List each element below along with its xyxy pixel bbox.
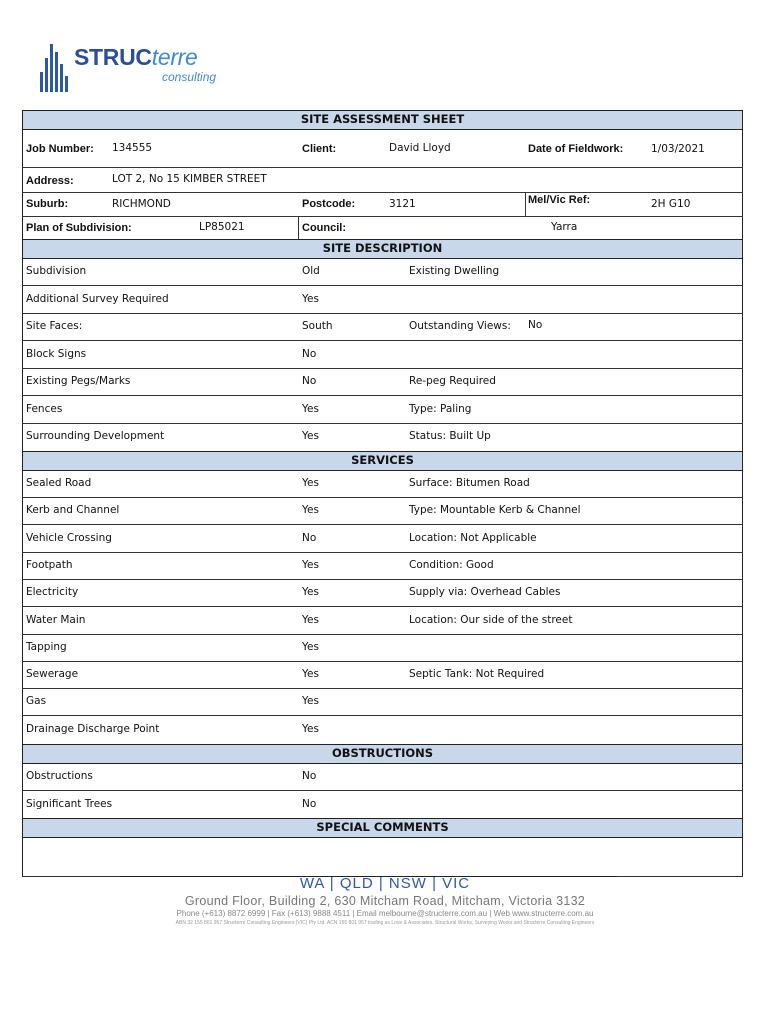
row-divider [22, 715, 743, 716]
row-divider [22, 497, 743, 498]
row-divider [22, 524, 743, 525]
row-value: Yes [302, 504, 319, 517]
row-divider [22, 606, 743, 607]
row-note: Existing Dwelling [409, 265, 500, 277]
row-divider [22, 552, 743, 553]
footer-states: WA | QLD | NSW | VIC [299, 875, 471, 892]
row-value: No [302, 347, 317, 360]
row-divider [22, 340, 743, 341]
row-divider [22, 661, 743, 662]
row-value: Yes [302, 586, 319, 599]
client-value: David Lloyd [389, 142, 451, 154]
obstructions-header: OBSTRUCTIONS [22, 744, 743, 764]
row-note: Supply via: Overhead Cables [409, 586, 561, 599]
row-label: Additional Survey Required [26, 292, 169, 305]
row-label: Vehicle Crossing [26, 531, 112, 544]
company-logo [40, 42, 240, 94]
row-label: Site Faces: [26, 320, 83, 332]
logo-subtitle: consulting [162, 70, 217, 84]
row-divider [22, 313, 743, 314]
address-label: Address: [26, 175, 74, 187]
row-divider [22, 423, 743, 424]
row-divider [22, 790, 743, 791]
row-value: No [302, 770, 317, 782]
row-label: Tapping [26, 640, 67, 653]
row-label: Obstructions [26, 770, 93, 782]
row-note: Septic Tank: Not Required [409, 668, 545, 681]
row-note: Outstanding Views: [409, 320, 511, 332]
melvic-ref-value: 2H G10 [651, 198, 691, 210]
divider [22, 192, 743, 193]
sheet-title: SITE ASSESSMENT SHEET [22, 110, 743, 130]
row-value: Yes [302, 402, 319, 415]
row-value: Yes [302, 558, 319, 571]
row-label: Electricity [26, 586, 79, 599]
row-value: Old [302, 265, 320, 277]
plan-subdivision-label: Plan of Subdivision: [26, 222, 132, 234]
row-note: Re-peg Required [409, 375, 496, 387]
row-value: Yes [302, 722, 319, 735]
row-value: Yes [302, 477, 319, 489]
row-note: Location: Not Applicable [409, 531, 537, 544]
divider [298, 216, 299, 240]
row-divider [22, 688, 743, 689]
row-label: Sealed Road [26, 477, 92, 489]
row-label: Sewerage [26, 668, 79, 681]
site-description-header: SITE DESCRIPTION [22, 239, 743, 259]
row-note: Condition: Good [409, 558, 494, 571]
client-label: Client: [302, 143, 337, 155]
divider [22, 167, 743, 168]
melvic-ref-label: Mel/Vic Ref: [528, 194, 591, 206]
row-label: Subdivision [26, 265, 87, 277]
row-note: Type: Mountable Kerb & Channel [409, 504, 581, 517]
row-label: Significant Trees [26, 797, 113, 810]
row-label: Water Main [26, 613, 86, 626]
address-value: LOT 2, No 15 KIMBER STREET [112, 173, 267, 185]
logo-bars-icon [40, 44, 70, 92]
row-note: Location: Our side of the street [409, 613, 573, 626]
footer-contact: Phone (+613) 8872 6999 | Fax (+613) 9888 4511 | Email melbourne@structerre.com.au | Web www.structerre.com.au [176, 909, 594, 918]
row-divider [22, 634, 743, 635]
row-divider [22, 368, 743, 369]
row-value: Yes [302, 613, 319, 626]
row-value: Yes [302, 640, 319, 653]
council-label: Council: [302, 222, 346, 234]
row-note: Status: Built Up [409, 430, 491, 442]
row-value: Yes [302, 695, 319, 708]
row-label: Gas [26, 695, 47, 708]
date-fieldwork-value: 1/03/2021 [651, 143, 705, 155]
date-fieldwork-label: Date of Fieldwork: [528, 143, 624, 155]
row-extra: No [528, 319, 543, 331]
row-value: No [302, 531, 317, 544]
job-number-label: Job Number: [26, 143, 94, 155]
divider [22, 216, 743, 217]
special-comments-header: SPECIAL COMMENTS [22, 818, 743, 838]
suburb-label: Suburb: [26, 198, 69, 210]
row-value: South [302, 320, 333, 332]
row-label: Drainage Discharge Point [26, 722, 160, 735]
row-value: Yes [302, 668, 319, 681]
row-label: Block Signs [26, 347, 87, 360]
suburb-value: RICHMOND [112, 198, 171, 210]
row-note: Type: Paling [409, 402, 472, 415]
row-value: No [302, 797, 317, 810]
row-value: Yes [302, 430, 319, 442]
logo-wordmark: STRUCterre [74, 44, 198, 70]
postcode-label: Postcode: [302, 198, 356, 210]
row-label: Fences [26, 402, 63, 415]
row-note: Surface: Bitumen Road [409, 477, 530, 489]
job-number-value: 134555 [112, 142, 153, 154]
row-label: Surrounding Development [26, 430, 165, 442]
council-value: Yarra [551, 221, 578, 233]
row-value: No [302, 375, 317, 387]
row-label: Footpath [26, 558, 73, 571]
row-divider [22, 395, 743, 396]
services-header: SERVICES [22, 451, 743, 471]
footer-address: Ground Floor, Building 2, 630 Mitcham Road, Mitcham, Victoria 3132 [184, 894, 586, 908]
footer-legal: ABN 32 155 801 957 Structerre Consulting Engineers (VIC) Pty Ltd. ACN 155 801 957 trading as Love & Associates, Structural Works, Surveying Works and Structerre Consulting Engineers [175, 920, 595, 926]
row-divider [22, 579, 743, 580]
divider [525, 192, 526, 216]
plan-subdivision-value: LP85021 [199, 221, 245, 233]
row-divider [22, 285, 743, 286]
row-label: Existing Pegs/Marks [26, 375, 131, 387]
row-label: Kerb and Channel [26, 504, 120, 517]
postcode-value: 3121 [389, 198, 416, 210]
row-value: Yes [302, 292, 319, 305]
